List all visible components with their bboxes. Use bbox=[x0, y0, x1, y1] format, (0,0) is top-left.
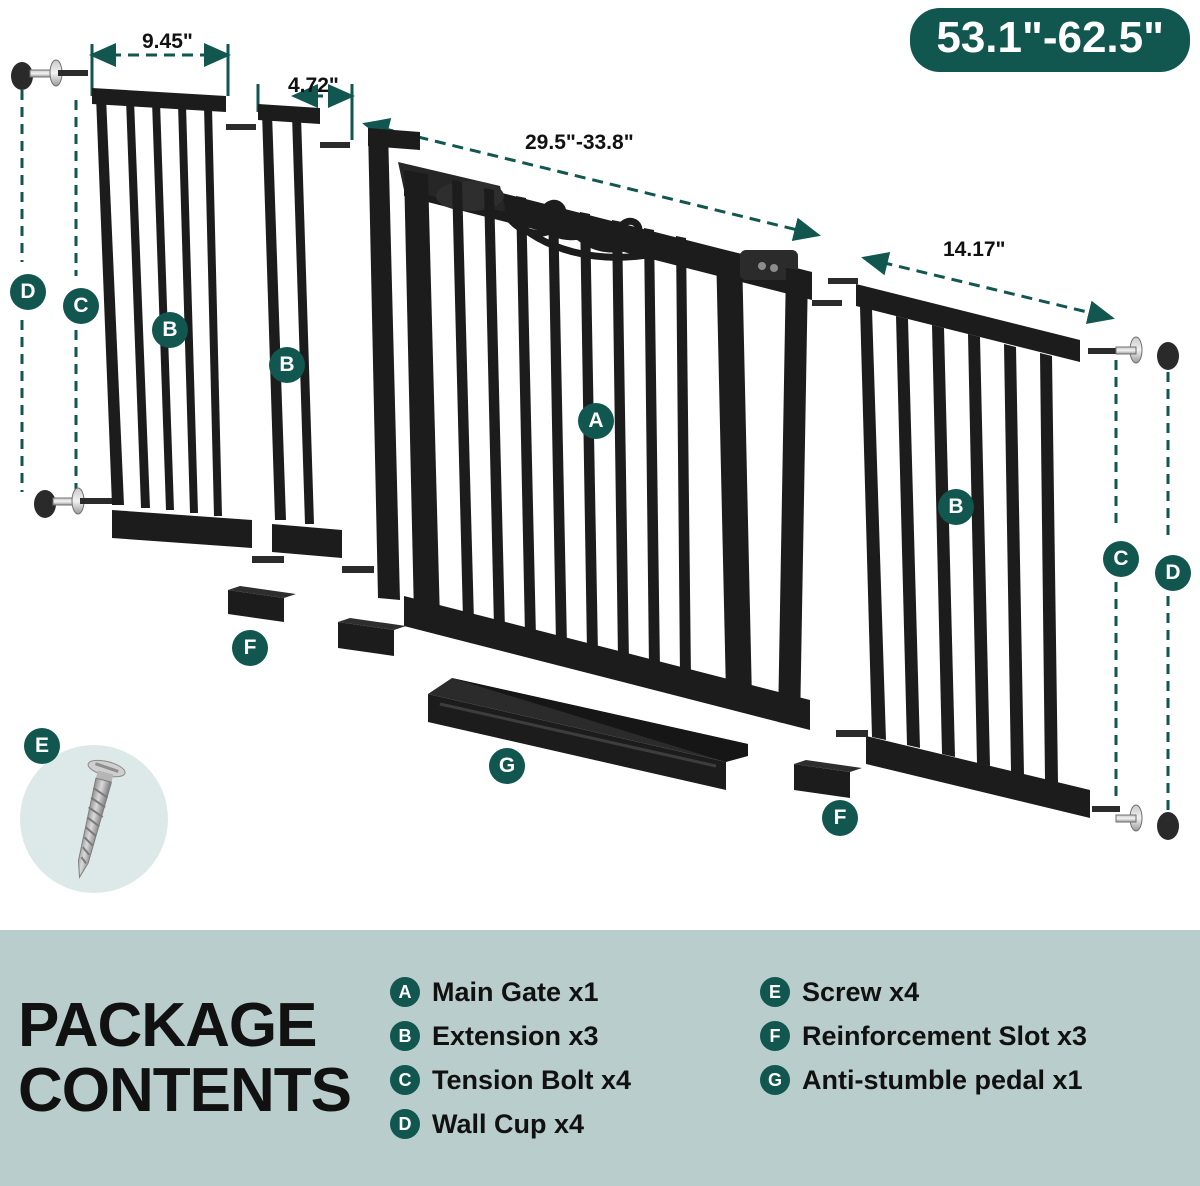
content-label-c: Tension Bolt x4 bbox=[432, 1064, 632, 1095]
package-title-line-1: PACKAGE bbox=[18, 990, 317, 1060]
size-range-badge: 53.1"-62.5" bbox=[910, 8, 1190, 72]
callout-b-extension-1: B bbox=[152, 312, 188, 348]
list-item bbox=[760, 1065, 1180, 1096]
callout-a-main-gate: A bbox=[578, 403, 614, 439]
content-label-e: Screw x4 bbox=[802, 976, 920, 1007]
content-badge-e: E bbox=[760, 977, 790, 1007]
content-badge-f: F bbox=[760, 1021, 790, 1051]
package-contents-column-right bbox=[760, 977, 1180, 1140]
dimension-label-right-extension: 14.17" bbox=[943, 238, 1006, 261]
package-title-line-2: CONTENTS bbox=[18, 1056, 351, 1125]
callout-c-right: C bbox=[1103, 541, 1139, 577]
content-label-b: Extension x3 bbox=[432, 1020, 599, 1051]
screw-inset-circle bbox=[20, 745, 168, 893]
content-label-a: Main Gate x1 bbox=[432, 976, 599, 1007]
list-item bbox=[760, 1021, 1180, 1052]
callout-d-left-top: D bbox=[10, 274, 46, 310]
list-item bbox=[390, 977, 750, 1008]
list-item bbox=[390, 1109, 750, 1140]
content-label-g: Anti-stumble pedal x1 bbox=[802, 1064, 1083, 1095]
screw-icon bbox=[20, 745, 168, 893]
callout-b-extension-2: B bbox=[269, 347, 305, 383]
dimension-label-left-extension: 9.45" bbox=[142, 30, 193, 53]
callout-f-slot-left: F bbox=[232, 630, 268, 666]
package-contents-panel bbox=[0, 930, 1200, 1186]
content-label-f: Reinforcement Slot x3 bbox=[802, 1020, 1088, 1051]
package-contents-title bbox=[0, 990, 390, 1125]
callout-f-slot-right: F bbox=[822, 800, 858, 836]
callout-c-left-top: C bbox=[63, 288, 99, 324]
content-badge-c: C bbox=[390, 1065, 420, 1095]
callout-g-pedal: G bbox=[489, 748, 525, 784]
content-badge-a: A bbox=[390, 977, 420, 1007]
dimension-label-narrow-extension: 4.72" bbox=[288, 74, 339, 97]
content-badge-g: G bbox=[760, 1065, 790, 1095]
callout-b-extension-3: B bbox=[938, 489, 974, 525]
content-label-d: Wall Cup x4 bbox=[432, 1108, 585, 1139]
dimension-label-main-gate: 29.5"-33.8" bbox=[525, 131, 634, 154]
list-item bbox=[390, 1021, 750, 1052]
list-item bbox=[390, 1065, 750, 1096]
callout-d-right: D bbox=[1155, 555, 1191, 591]
callout-e-screw: E bbox=[24, 728, 60, 764]
package-contents-column-left bbox=[390, 977, 750, 1140]
list-item bbox=[760, 977, 1180, 1008]
content-badge-b: B bbox=[390, 1021, 420, 1051]
content-badge-d: D bbox=[390, 1109, 420, 1139]
package-contents-lists bbox=[390, 977, 1200, 1140]
